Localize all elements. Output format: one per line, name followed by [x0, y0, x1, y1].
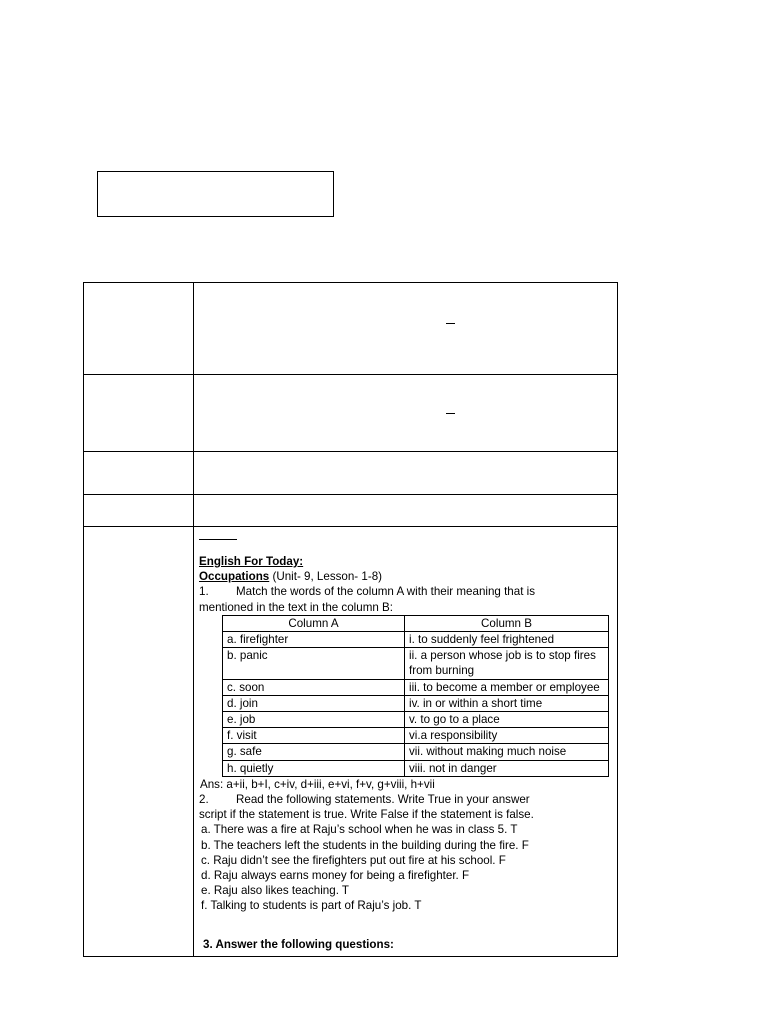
- unit-label: (Unit- 9, Lesson- 1-8): [272, 570, 383, 584]
- label-cell: [84, 527, 194, 957]
- table-row: [84, 283, 618, 375]
- column-a-cell: g. safe: [223, 744, 405, 760]
- column-a-cell: b. panic: [223, 648, 405, 679]
- column-a-cell: f. visit: [223, 728, 405, 744]
- statement: a. There was a fire at Raju’s school when he was in class 5. T: [201, 823, 518, 837]
- column-b-cell: i. to suddenly feel frightened: [405, 632, 609, 648]
- match-table: [222, 615, 609, 777]
- column-a-cell: d. join: [223, 695, 405, 711]
- value-cell: [194, 283, 618, 375]
- table-row: [223, 744, 609, 760]
- topic-label: Occupations: [199, 570, 270, 584]
- value-cell: [194, 495, 618, 527]
- table-row: [223, 760, 609, 776]
- question-2: [199, 792, 611, 807]
- answer-key: Ans: a+ii, b+I, c+iv, d+iii, e+vi, f+v, g+viii, h+vii: [200, 777, 435, 791]
- table-row: [84, 452, 618, 495]
- column-a-header: Column A: [223, 615, 405, 631]
- table-row: [84, 495, 618, 527]
- column-a-cell: a. firefighter: [223, 632, 405, 648]
- question-1: [199, 584, 611, 599]
- table-row: [223, 648, 609, 679]
- column-b-cell: iii. to become a member or employee: [405, 679, 609, 695]
- question-text-cont: script if the statement is true. Write False if the statement is false.: [199, 808, 534, 822]
- value-cell: [194, 375, 618, 452]
- statement: e. Raju also likes teaching. T: [201, 884, 350, 898]
- label-cell: [84, 452, 194, 495]
- column-b-cell: viii. not in danger: [405, 760, 609, 776]
- statement: c. Raju didn’t see the firefighters put out fire at his school. F: [201, 853, 506, 867]
- dash-mark: [446, 323, 455, 324]
- label-cell: [84, 375, 194, 452]
- column-b-cell: vii. without making much noise: [405, 744, 609, 760]
- column-b-cell: iv. in or within a short time: [405, 695, 609, 711]
- content-cell: [194, 527, 618, 957]
- table-row: [84, 527, 618, 957]
- column-a-cell: h. quietly: [223, 760, 405, 776]
- match-header: [223, 615, 609, 631]
- question-number: 2.: [199, 793, 209, 807]
- label-cell: [84, 495, 194, 527]
- question-number: 1.: [199, 585, 209, 599]
- table-row: [223, 728, 609, 744]
- statement: d. Raju always earns money for being a firefighter. F: [201, 869, 470, 883]
- column-a-cell: c. soon: [223, 679, 405, 695]
- column-a-cell: e. job: [223, 712, 405, 728]
- dash-mark: [446, 413, 455, 414]
- statement: b. The teachers left the students in the building during the fire. F: [201, 838, 529, 852]
- question-text-start: Match the words of the column A with their meaning that is: [236, 585, 536, 599]
- lesson-plan-table: [83, 282, 618, 957]
- question-text-start: Read the following statements. Write True in your answer: [236, 793, 530, 807]
- question-3-heading: 3. Answer the following questions:: [203, 937, 394, 951]
- title-box: [97, 171, 334, 217]
- statement: f. Talking to students is part of Raju’s job. T: [201, 899, 422, 913]
- book-title: English For Today:: [199, 555, 304, 568]
- lesson-topic: [199, 569, 611, 584]
- label-cell: [84, 283, 194, 375]
- table-row: [223, 712, 609, 728]
- table-row: [223, 695, 609, 711]
- column-b-cell: v. to go to a place: [405, 712, 609, 728]
- column-b-cell: ii. a person whose job is to stop fires from burning: [405, 648, 609, 679]
- lesson-content: [194, 539, 617, 956]
- table-row: [84, 375, 618, 452]
- value-cell: [194, 452, 618, 495]
- question-text-cont: mentioned in the text in the column B:: [199, 600, 393, 614]
- column-b-header: Column B: [405, 615, 609, 631]
- table-row: [223, 679, 609, 695]
- column-b-cell: vi.a responsibility: [405, 728, 609, 744]
- table-row: [223, 632, 609, 648]
